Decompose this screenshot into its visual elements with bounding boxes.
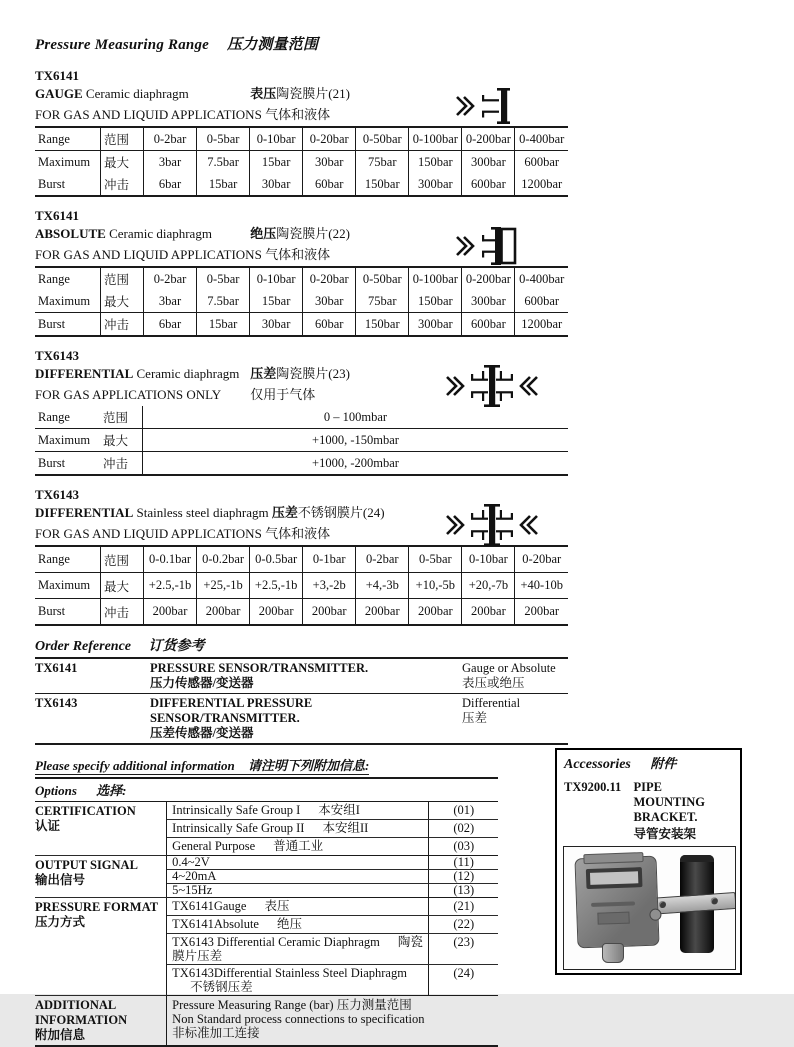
type-name: DIFFERENTIAL [35,505,134,520]
option-code: (24) [429,965,498,996]
table-cell: 0-20bar [515,546,568,573]
model-number: TX6141 [35,208,80,223]
row-label-cn: 范围 [101,546,144,573]
accessories-heading-cn: 附件 [650,756,677,771]
application-en: FOR GAS APPLICATIONS ONLY [35,387,222,402]
row-label-cn: 冲击 [100,452,143,476]
accessories-heading-en: Accessories [564,757,631,772]
row-label-cn: 最大 [101,573,144,599]
gauge-diaphragm-icon [453,84,515,132]
table-cell: 600bar [515,290,568,313]
row-label-cn: 范围 [100,406,143,429]
table-cell: 0-100bar [409,127,462,151]
table-cell: 0-0.5bar [250,546,303,573]
spec-section-tx6143-differential-ceramic [35,348,568,476]
type-material-cn: 陶瓷膜片(22) [276,226,350,241]
table-cell: 75bar [356,290,409,313]
cable-gland [602,943,624,963]
type-material-cn: 陶瓷膜片(23) [276,366,350,381]
spec-table [35,406,568,476]
page-title [35,33,794,54]
spec-table-row [35,452,568,476]
table-cell: 15bar [197,313,250,337]
table-cell: +40-10b [515,573,568,599]
option-label: General Purpose 普通工业 [167,838,429,856]
spec-table-row [35,573,568,599]
option-label: TX6143 Differential Ceramic Diaphragm 陶瓷膜片压差 [167,934,429,965]
order-description [150,694,462,745]
row-label-en: Burst [38,176,66,191]
option-category: ADDITIONAL INFORMATION 附加信息 [35,996,167,1047]
table-cell: 0-50bar [356,127,409,151]
table-cell: +25,-1b [197,573,250,599]
row-label-cn: 冲击 [101,313,144,337]
option-label: 0.4~2V [167,856,429,870]
absolute-diaphragm-icon [453,224,519,272]
options-header-row [35,778,498,802]
application-cn: 仅用于气体 [250,387,316,402]
row-label-en: Burst [38,316,66,331]
table-cell: 0-10bar [250,267,303,290]
order-reference-heading-cn: 订货参考 [148,639,205,654]
pipe-mounting-bracket-photo [563,846,736,970]
type-name-cn: 绝压 [250,226,277,241]
model-number: TX6143 [35,348,80,363]
table-cell: 600bar [462,173,515,196]
type-name-cn: 表压 [250,86,277,101]
table-cell: 30bar [303,290,356,313]
table-cell: 0-2bar [144,267,197,290]
table-cell: 0-5bar [197,127,250,151]
table-cell: +10,-5b [409,573,462,599]
type-material: Ceramic diaphragm [133,366,240,381]
row-label-en: Maximum [35,290,101,313]
row-label-en: Burst [35,452,100,476]
spec-table-row [35,173,568,196]
order-model: TX6141 [35,658,150,694]
differential-diaphragm-icon [443,503,543,551]
spec-table [35,266,568,337]
table-cell: +2.5,-1b [250,573,303,599]
options-table [35,777,498,1047]
application-en: FOR GAS AND LIQUID APPLICATIONS [35,247,262,262]
type-name: ABSOLUTE [35,226,106,241]
application-cn: 气体和液体 [265,107,331,122]
device-display [586,867,643,889]
table-cell: 15bar [250,151,303,174]
model-number: TX6141 [35,68,80,83]
option-row [35,802,498,820]
application-en: FOR GAS AND LIQUID APPLICATIONS [35,526,262,541]
order-description-en: PRESSURE SENSOR/TRANSMITTER. [150,661,369,675]
option-label: Intrinsically Safe Group II 本安组II [167,820,429,838]
row-label-en: Maximum [38,154,91,169]
table-cell: 200bar [515,599,568,626]
option-row [35,898,498,916]
table-cell: 200bar [144,599,197,626]
table-cell: 200bar [197,599,250,626]
table-cell: 600bar [515,151,568,174]
table-cell: 0-0.1bar [144,546,197,573]
order-description-cn: 压差传感器/变送器 [150,726,254,740]
order-description [150,658,462,694]
table-cell: 0-2bar [144,127,197,151]
table-cell: 300bar [462,290,515,313]
accessories-panel [555,748,742,975]
option-code: (21) [429,898,498,916]
type-material: Ceramic diaphragm [105,226,212,241]
table-cell: 0-50bar [356,267,409,290]
accessories-heading [564,755,733,774]
row-label-cn: 最大 [101,290,144,313]
row-label-en: Range [35,546,101,573]
table-cell: 0-20bar [303,267,356,290]
table-cell: 300bar [409,173,462,196]
differential-diaphragm-icon [443,364,543,412]
option-label: 5~15Hz [167,884,429,898]
table-cell: 30bar [303,151,356,174]
spec-table-row [35,290,568,313]
table-cell: +4,-3b [356,573,409,599]
option-label: TX6141Gauge 表压 [167,898,429,916]
order-reference-section [35,637,568,745]
model-number: TX6143 [35,487,80,502]
please-specify-en: Please specify additional information [35,758,235,773]
table-cell: 0-5bar [409,546,462,573]
table-cell: +20,-7b [462,573,515,599]
spec-section-tx6141-absolute [35,208,568,337]
table-cell: +3,-2b [303,573,356,599]
row-label-cn: 范围 [101,127,144,151]
table-cell: 6bar [144,313,197,337]
table-cell: 7.5bar [197,290,250,313]
additional-information-content: Pressure Measuring Range (bar) 压力测量范围 Non Standard process connections to specification 非标准加工连接 [172,998,425,1040]
order-type [462,694,568,745]
table-cell: 30bar [250,313,303,337]
accessory-item [564,780,733,842]
option-category: PRESSURE FORMAT 压力方式 [35,898,167,996]
table-cell: +2.5,-1b [144,573,197,599]
option-category: OUTPUT SIGNAL 输出信号 [35,856,167,898]
order-type-cn: 表压或绝压 [462,676,525,690]
table-cell: 200bar [409,599,462,626]
order-type-cn: 压差 [462,711,488,725]
order-model: TX6143 [35,696,78,710]
spec-table-row [35,313,568,337]
order-type-en: Differential [462,696,521,710]
type-material-cn: 不锈钢膜片(24) [297,505,385,520]
table-cell: 300bar [462,151,515,174]
table-cell: 0-400bar [515,127,568,151]
option-label: TX6143Differential Stainless Steel Diaphragm不锈钢压差 [167,965,429,996]
row-label-cn: 冲击 [101,599,144,626]
type-material: Ceramic diaphragm [82,86,189,101]
table-cell: 200bar [303,599,356,626]
spec-table [35,545,568,626]
row-label-en: Range [38,271,70,286]
device-port [649,908,661,920]
accessory-name-cn: 导管安装架 [633,827,696,841]
type-name: DIFFERENTIAL [35,366,134,381]
table-cell: +1000, -200mbar [143,452,569,476]
table-cell: 0-10bar [250,127,303,151]
order-reference-table [35,657,568,745]
options-heading-en: Options [35,783,77,798]
table-cell: 0-0.2bar [197,546,250,573]
table-cell: 600bar [462,313,515,337]
row-label-en: Range [35,406,100,429]
transmitter-device [574,856,659,949]
table-cell: 200bar [462,599,515,626]
table-cell: 60bar [303,313,356,337]
row-label-cn: 最大 [101,151,144,174]
application-en: FOR GAS AND LIQUID APPLICATIONS [35,107,262,122]
table-cell: 30bar [250,173,303,196]
additional-information-row [35,996,498,1047]
table-cell: 0-5bar [197,267,250,290]
application-cn: 气体和液体 [265,526,331,541]
table-cell: 0-400bar [515,267,568,290]
spec-table [35,126,568,197]
order-description-en: DIFFERENTIAL PRESSURE SENSOR/TRANSMITTER. [150,696,313,725]
table-row [35,694,568,745]
table-cell: 7.5bar [197,151,250,174]
option-row [35,856,498,870]
table-cell: 150bar [356,173,409,196]
accessory-name [633,780,733,842]
row-label-en: Maximum [35,573,101,599]
order-description-cn: 压力传感器/变送器 [150,676,254,690]
table-cell: 3bar [144,290,197,313]
order-type [462,658,568,694]
table-cell: 1200bar [515,313,568,337]
table-cell: 6bar [144,173,197,196]
option-code: (12) [429,870,498,884]
table-cell: 0-2bar [356,546,409,573]
option-label: TX6141Absolute 绝压 [167,916,429,934]
page-title-en: Pressure Measuring Range [35,37,209,53]
options-heading-cn: 选择: [96,783,127,798]
spec-table-row [35,599,568,626]
table-cell: 200bar [250,599,303,626]
table-cell: 0-1bar [303,546,356,573]
spec-section-tx6143-differential-stainless [35,487,568,626]
order-type-en: Gauge or Absolute [462,661,556,675]
application-cn: 气体和液体 [265,247,331,262]
option-code: (11) [429,856,498,870]
order-reference-heading [35,637,568,657]
table-cell: 3bar [144,151,197,174]
table-cell: +1000, -150mbar [143,429,569,452]
order-reference-heading-en: Order Reference [35,639,132,654]
table-cell: 150bar [356,313,409,337]
table-cell: 0-200bar [462,267,515,290]
accessory-name-line1: PIPE MOUNTING [633,780,706,809]
option-code: (02) [429,820,498,838]
table-cell: 60bar [303,173,356,196]
spec-table-row [35,429,568,452]
option-code: (13) [429,884,498,898]
spec-table-row [35,151,568,174]
option-category: CERTIFICATION 认证 [35,802,167,856]
option-code: (03) [429,838,498,856]
table-cell: 150bar [409,290,462,313]
spec-section-tx6141-gauge [35,68,568,197]
screw [711,897,718,904]
accessory-model: TX9200.11 [564,780,622,794]
device-logo [591,901,635,907]
option-label: Intrinsically Safe Group I 本安组I [167,802,429,820]
table-cell: 0-10bar [462,546,515,573]
table-cell: 0-20bar [303,127,356,151]
table-cell: 0-100bar [409,267,462,290]
page-title-cn: 压力测量范围 [226,37,319,53]
option-code: (01) [429,802,498,820]
row-label-cn: 冲击 [101,173,144,196]
option-label: 4~20mA [167,870,429,884]
table-cell: 1200bar [515,173,568,196]
type-material-cn: 陶瓷膜片(21) [276,86,350,101]
table-cell: 150bar [409,151,462,174]
row-label-cn: 最大 [100,429,143,452]
device-cap [583,852,643,864]
table-cell: 15bar [250,290,303,313]
row-label-en: Burst [35,599,101,626]
screw [659,901,666,908]
table-row [35,658,568,694]
accessory-name-line2: BRACKET. [633,810,698,824]
table-cell: 0 – 100mbar [143,406,569,429]
type-material: Stainless steel diaphragm [133,505,269,520]
option-code: (23) [429,934,498,965]
table-cell: 300bar [409,313,462,337]
type-name-cn: 压差 [250,366,277,381]
row-label-cn: 范围 [101,267,144,290]
please-specify-cn: 请注明下列附加信息: [247,758,370,773]
type-name-cn: 压差 [271,505,298,520]
type-name: GAUGE [35,86,83,101]
table-cell: 0-200bar [462,127,515,151]
row-label-en: Maximum [35,429,100,452]
table-cell: 200bar [356,599,409,626]
table-cell: 15bar [197,173,250,196]
row-label-en: Range [35,127,101,151]
device-keys [597,912,629,925]
option-code: (22) [429,916,498,934]
table-cell: 75bar [356,151,409,174]
